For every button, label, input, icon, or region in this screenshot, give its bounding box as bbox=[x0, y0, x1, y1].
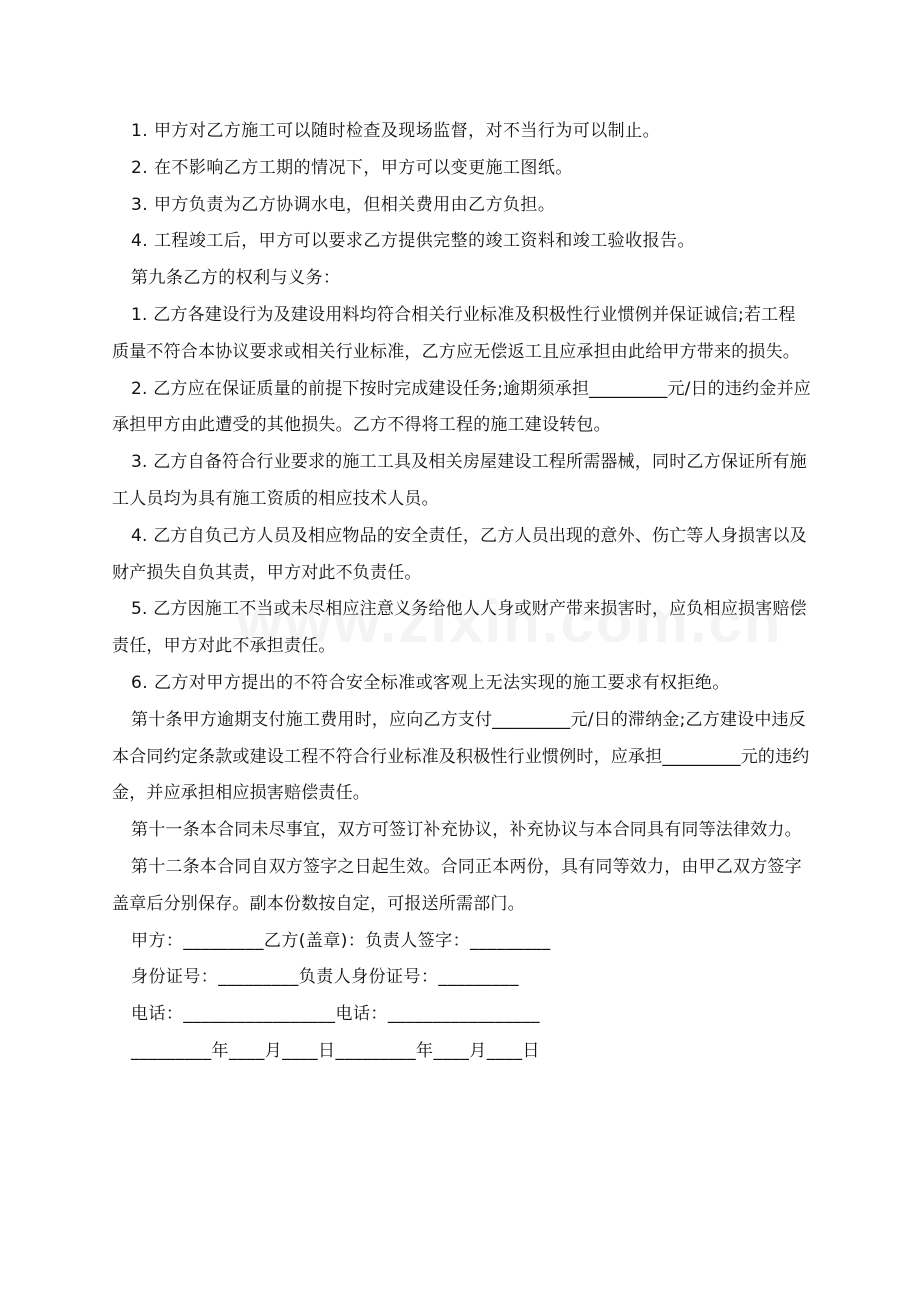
signature-parties: 甲方：_________乙方(盖章)：负责人签字：_________ bbox=[131, 930, 551, 951]
clause-9-item-4: 4. 乙方自负己方人员及相应物品的安全责任，乙方人员出现的意外、伤亡等人身损害以及财产损失自负其责，甲方对此不负责任。 bbox=[112, 525, 807, 583]
clause-8-item-3: 3. 甲方负责为乙方协调水电，但相关费用由乙方负担。 bbox=[131, 194, 556, 215]
clause-12: 第十二条本合同自双方签字之日起生效。合同正本两份，具有同等效力，由甲乙双方签字盖章后分别保存。副本份数按自定，可报送所需部门。 bbox=[112, 856, 802, 914]
signature-dates: _________年____月____日_________年____月____日 bbox=[131, 1040, 540, 1061]
clause-11: 第十一条本合同未尽事宜，双方可签订补充协议，补充协议与本合同具有同等法律效力。 bbox=[131, 820, 802, 841]
document-body bbox=[112, 113, 812, 1070]
clause-9-item-5: 5. 乙方因施工不当或未尽相应注意义务给他人人身或财产带来损害时，应负相应损害赔偿责任，甲方对此不承担责任。 bbox=[112, 599, 807, 657]
clause-9-item-6: 6. 乙方对甲方提出的不符合安全标准或客观上无法实现的施工要求有权拒绝。 bbox=[131, 672, 730, 693]
signature-id-numbers: 身份证号：_________负责人身份证号：_________ bbox=[131, 967, 519, 988]
signature-phones: 电话：_________________电话：_________________ bbox=[131, 1004, 540, 1025]
clause-9-item-1: 1. 乙方各建设行为及建设用料均符合相关行业标准及积极性行业惯例并保证诚信;若工程质量不符合本协议要求或相关行业标准，乙方应无偿返工且应承担由此给甲方带来的损失。 bbox=[112, 304, 800, 362]
clause-9-heading: 第九条乙方的权利与义务： bbox=[131, 268, 341, 289]
clause-9-item-2: 2. 乙方应在保证质量的前提下按时完成建设任务;逾期须承担_________元/日的违约金并应承担甲方由此遭受的其他损失。乙方不得将工程的施工建设转包。 bbox=[112, 378, 811, 436]
clause-10: 第十条甲方逾期支付施工费用时，应向乙方支付_________元/日的滞纳金;乙方建设中违反本合同约定条款或建设工程不符合行业标准及积极性行业惯例时，应承担_________元的违约金，并应承担相应损害赔偿责任。 bbox=[112, 709, 810, 804]
clause-8-item-2: 2. 在不影响乙方工期的情况下，甲方可以变更施工图纸。 bbox=[131, 157, 573, 178]
clause-8-item-4: 4. 工程竣工后，甲方可以要求乙方提供完整的竣工资料和竣工验收报告。 bbox=[131, 231, 695, 252]
clause-9-item-3: 3. 乙方自备符合行业要求的施工工具及相关房屋建设工程所需器械，同时乙方保证所有施工人员均为具有施工资质的相应技术人员。 bbox=[112, 452, 807, 509]
clause-8-item-1: 1. 甲方对乙方施工可以随时检查及现场监督，对不当行为可以制止。 bbox=[131, 121, 661, 141]
